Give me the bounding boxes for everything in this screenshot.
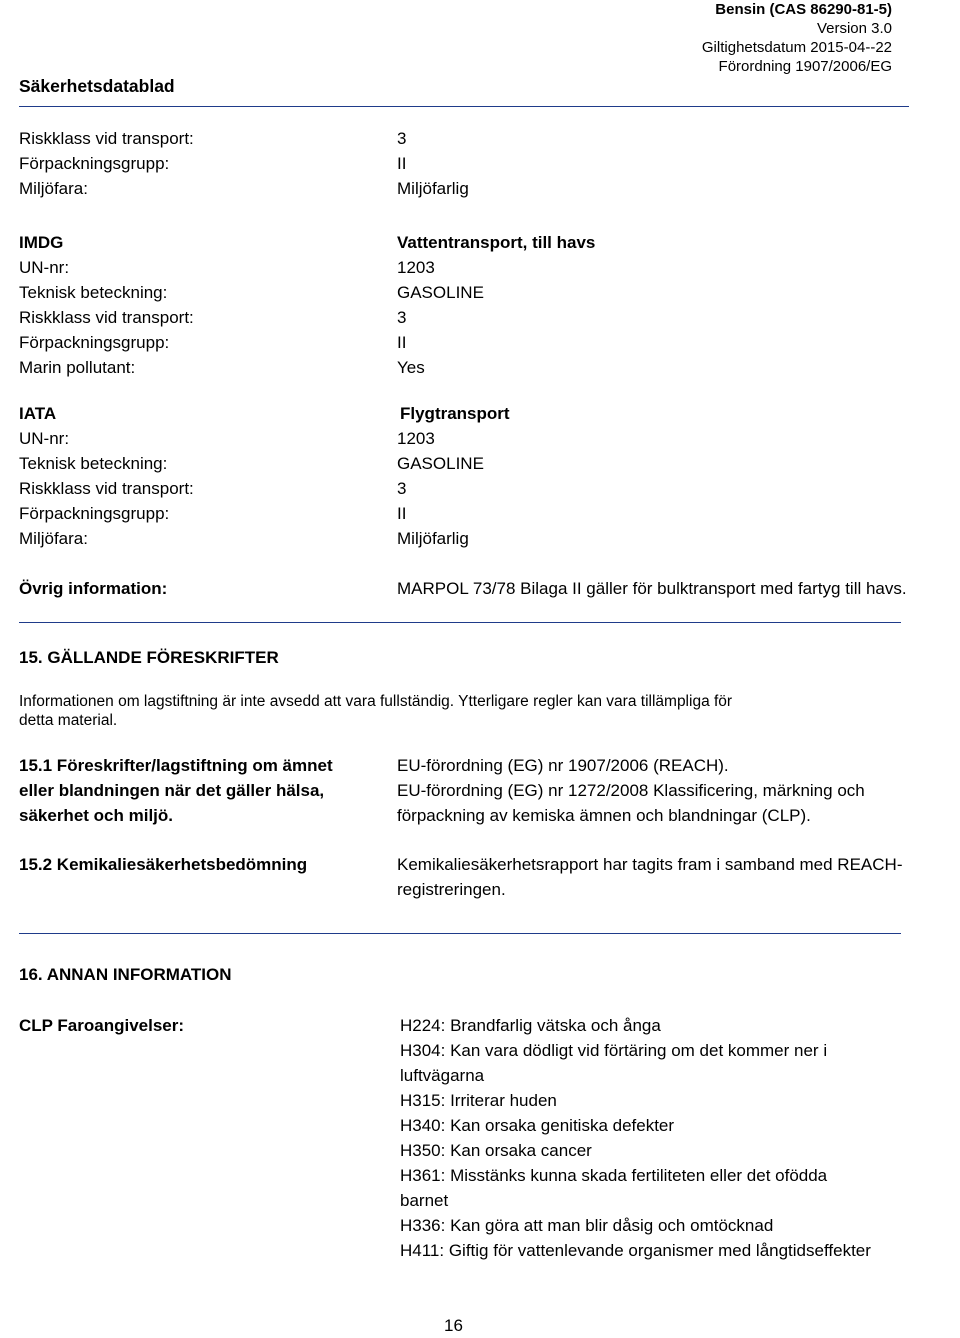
document-title: Säkerhetsdatablad — [19, 76, 175, 96]
section15-2-value-line2: registreringen. — [397, 880, 506, 899]
clp-line: H304: Kan vara dödligt vid förtäring om det kommer ner i — [400, 1041, 828, 1060]
env-hazard-label: Miljöfara: — [19, 179, 88, 198]
iata-tech-label: Teknisk beteckning: — [19, 454, 168, 473]
clp-line: luftvägarna — [400, 1066, 485, 1085]
clp-label: CLP Faroangivelser: — [19, 1016, 185, 1035]
section15-1-label-line3: säkerhet och miljö. — [19, 806, 173, 825]
env-hazard-value: Miljöfarlig — [397, 179, 469, 198]
clp-line: H350: Kan orsaka cancer — [400, 1141, 592, 1160]
clp-line: H411: Giftig för vattenlevande organismer med långtidseffekter — [400, 1241, 871, 1260]
valid-date-text: Giltighetsdatum 2015-04--22 — [701, 39, 892, 56]
clp-line: H224: Brandfarlig vätska och ånga — [400, 1016, 661, 1035]
section15-1-label-line2: eller blandningen när det gäller hälsa, — [19, 781, 325, 800]
iata-env-label: Miljöfara: — [19, 529, 88, 548]
other-info-label: Övrig information: — [19, 579, 168, 598]
section15-title: 15. GÄLLANDE FÖRESKRIFTER — [19, 648, 279, 667]
section16-title: 16. ANNAN INFORMATION — [19, 965, 232, 984]
packing-group-label: Förpackningsgrupp: — [19, 154, 170, 173]
imdg-marine-value: Yes — [397, 358, 425, 377]
header-rule — [19, 106, 909, 107]
section15-2-label: 15.2 Kemikaliesäkerhetsbedömning — [19, 855, 308, 874]
iata-un-label: UN-nr: — [19, 429, 70, 448]
product-name: Bensin (CAS 86290-81-5) — [715, 1, 892, 18]
iata-code: IATA — [19, 404, 57, 423]
iata-heading: Flygtransport — [400, 404, 510, 423]
imdg-heading: Vattentransport, till havs — [397, 233, 596, 252]
section15-1-value-line2: EU-förordning (EG) nr 1272/2008 Klassificering, märkning och — [397, 781, 865, 800]
clp-line: H340: Kan orsaka genitiska defekter — [400, 1116, 675, 1135]
clp-line: H315: Irriterar huden — [400, 1091, 557, 1110]
packing-group-value: II — [397, 154, 407, 173]
iata-tech-value: GASOLINE — [397, 454, 484, 473]
iata-un-value: 1203 — [397, 429, 435, 448]
clp-line: H361: Misstänks kunna skada fertiliteten eller det ofödda — [400, 1166, 828, 1185]
iata-class-label: Riskklass vid transport: — [19, 479, 194, 498]
transport-class-value: 3 — [397, 129, 407, 148]
imdg-tech-label: Teknisk beteckning: — [19, 283, 168, 302]
imdg-packing-value: II — [397, 333, 407, 352]
iata-env-value: Miljöfarlig — [397, 529, 469, 548]
imdg-packing-label: Förpackningsgrupp: — [19, 333, 170, 352]
section15-rule — [19, 622, 901, 623]
section15-1-label-line1: 15.1 Föreskrifter/lagstiftning om ämnet — [19, 756, 333, 775]
version-text: Version 3.0 — [816, 20, 892, 37]
section15-intro-line1: Informationen om lagstiftning är inte avsedd att vara fullständig. Ytterligare regler kan vara tillämpliga för — [19, 693, 733, 710]
imdg-tech-value: GASOLINE — [397, 283, 484, 302]
section15-1-value-line3: förpackning av kemiska ämnen och blandningar (CLP). — [397, 806, 811, 825]
iata-class-value: 3 — [397, 479, 407, 498]
imdg-un-label: UN-nr: — [19, 258, 70, 277]
clp-line: H336: Kan göra att man blir dåsig och omtöcknad — [400, 1216, 774, 1235]
imdg-un-value: 1203 — [397, 258, 435, 277]
imdg-class-value: 3 — [397, 308, 407, 327]
regulation-text: Förordning 1907/2006/EG — [718, 58, 892, 75]
section15-2-value-line1: Kemikaliesäkerhetsrapport har tagits fram i samband med REACH- — [397, 855, 903, 874]
imdg-code: IMDG — [19, 233, 64, 252]
section15-1-value-line1: EU-förordning (EG) nr 1907/2006 (REACH). — [397, 756, 729, 775]
iata-packing-value: II — [397, 504, 407, 523]
imdg-class-label: Riskklass vid transport: — [19, 308, 194, 327]
clp-line: barnet — [400, 1191, 449, 1210]
other-info-value: MARPOL 73/78 Bilaga II gäller för bulktransport med fartyg till havs. — [397, 579, 907, 598]
iata-packing-label: Förpackningsgrupp: — [19, 504, 170, 523]
section15-intro-line2: detta material. — [19, 712, 118, 729]
page-number: 16 — [444, 1316, 463, 1335]
transport-class-label: Riskklass vid transport: — [19, 129, 194, 148]
imdg-marine-label: Marin pollutant: — [19, 358, 136, 377]
section16-rule — [19, 933, 901, 934]
